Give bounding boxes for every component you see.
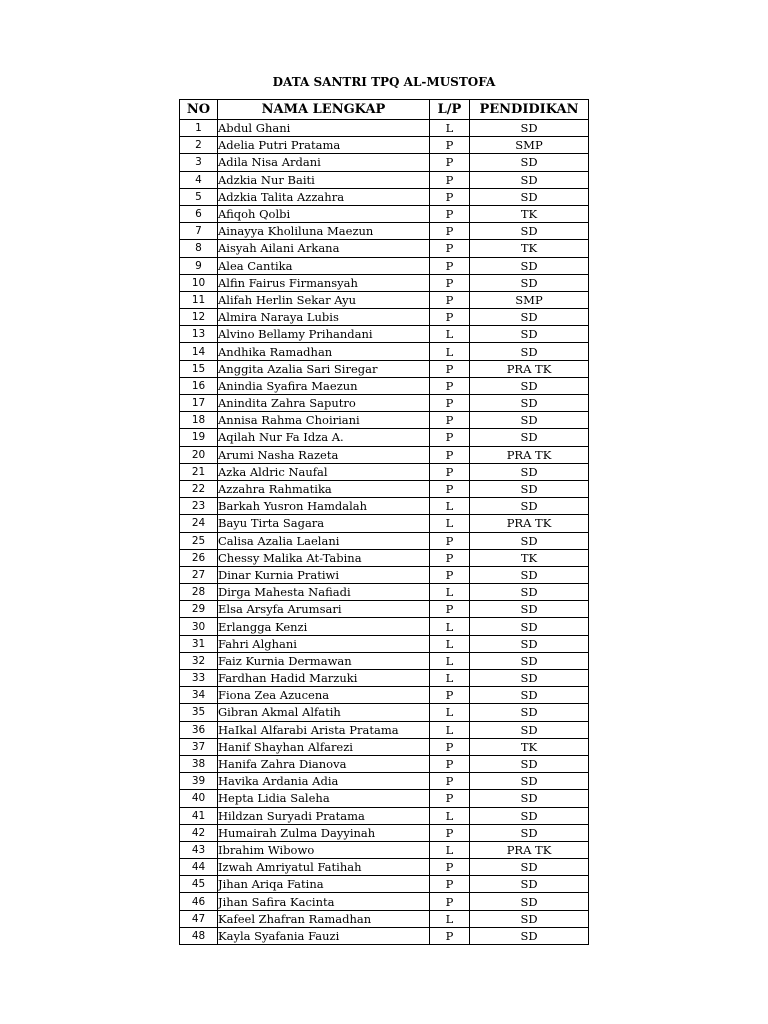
- student-name: Barkah Yusron Hamdalah: [218, 498, 430, 515]
- table-row: [180, 893, 589, 910]
- row-number: 20: [180, 446, 218, 463]
- student-name: Hildzan Suryadi Pratama: [218, 807, 430, 824]
- row-number: 30: [180, 618, 218, 635]
- row-number: 31: [180, 635, 218, 652]
- page-title: DATA SANTRI TPQ AL-MUSTOFA: [272, 75, 496, 89]
- gender-cell: P: [430, 859, 470, 876]
- gender-cell: P: [430, 291, 470, 308]
- education-cell: SD: [470, 807, 589, 824]
- table-row: [180, 635, 589, 652]
- row-number: 18: [180, 412, 218, 429]
- gender-cell: P: [430, 687, 470, 704]
- row-number: 15: [180, 360, 218, 377]
- gender-cell: P: [430, 824, 470, 841]
- row-number: 10: [180, 274, 218, 291]
- row-number: 44: [180, 859, 218, 876]
- education-cell: SD: [470, 309, 589, 326]
- education-cell: SD: [470, 755, 589, 772]
- student-name: Hanifa Zahra Dianova: [218, 755, 430, 772]
- row-number: 26: [180, 549, 218, 566]
- education-cell: SD: [470, 635, 589, 652]
- row-number: 35: [180, 704, 218, 721]
- gender-cell: P: [430, 566, 470, 583]
- table-row: [180, 395, 589, 412]
- education-cell: SD: [470, 790, 589, 807]
- gender-cell: L: [430, 618, 470, 635]
- row-number: 32: [180, 652, 218, 669]
- row-number: 40: [180, 790, 218, 807]
- education-cell: SD: [470, 670, 589, 687]
- education-cell: SMP: [470, 137, 589, 154]
- education-cell: SD: [470, 824, 589, 841]
- gender-cell: L: [430, 584, 470, 601]
- row-number: 46: [180, 893, 218, 910]
- gender-cell: L: [430, 343, 470, 360]
- gender-cell: P: [430, 360, 470, 377]
- student-name: Hepta Lidia Saleha: [218, 790, 430, 807]
- gender-cell: L: [430, 910, 470, 927]
- row-number: 48: [180, 927, 218, 944]
- table-row: [180, 704, 589, 721]
- education-cell: SD: [470, 773, 589, 790]
- table-row: [180, 137, 589, 154]
- student-name: Faiz Kurnia Dermawan: [218, 652, 430, 669]
- education-cell: SD: [470, 601, 589, 618]
- education-cell: PRA TK: [470, 515, 589, 532]
- student-name: Fahri Alghani: [218, 635, 430, 652]
- student-name: Aisyah Ailani Arkana: [218, 240, 430, 257]
- student-name: Alvino Bellamy Prihandani: [218, 326, 430, 343]
- gender-cell: P: [430, 429, 470, 446]
- gender-cell: L: [430, 635, 470, 652]
- gender-cell: P: [430, 171, 470, 188]
- row-number: 43: [180, 841, 218, 858]
- row-number: 39: [180, 773, 218, 790]
- gender-cell: L: [430, 498, 470, 515]
- gender-cell: P: [430, 309, 470, 326]
- table-row: [180, 463, 589, 480]
- table-row: [180, 859, 589, 876]
- education-cell: TK: [470, 205, 589, 222]
- student-name: Bayu Tirta Sagara: [218, 515, 430, 532]
- gender-cell: P: [430, 549, 470, 566]
- table-row: [180, 584, 589, 601]
- student-name: Azzahra Rahmatika: [218, 480, 430, 497]
- row-number: 4: [180, 171, 218, 188]
- student-name: Havika Ardania Adia: [218, 773, 430, 790]
- gender-cell: P: [430, 395, 470, 412]
- table-row: [180, 309, 589, 326]
- education-cell: SD: [470, 893, 589, 910]
- row-number: 34: [180, 687, 218, 704]
- table-row: [180, 188, 589, 205]
- gender-cell: P: [430, 223, 470, 240]
- education-cell: PRA TK: [470, 446, 589, 463]
- row-number: 38: [180, 755, 218, 772]
- table-body: [180, 120, 589, 945]
- education-cell: TK: [470, 240, 589, 257]
- table-row: [180, 773, 589, 790]
- table-row: [180, 120, 589, 137]
- table-row: [180, 326, 589, 343]
- student-name: Kayla Syafania Fauzi: [218, 927, 430, 944]
- table-row: [180, 566, 589, 583]
- row-number: 11: [180, 291, 218, 308]
- table-row: [180, 532, 589, 549]
- student-name: Adila Nisa Ardani: [218, 154, 430, 171]
- table-row: [180, 601, 589, 618]
- table-row: [180, 257, 589, 274]
- student-name: Hanif Shayhan Alfarezi: [218, 738, 430, 755]
- student-name: Elsa Arsyfa Arumsari: [218, 601, 430, 618]
- table-row: [180, 910, 589, 927]
- education-cell: SD: [470, 326, 589, 343]
- table-row: [180, 205, 589, 222]
- row-number: 1: [180, 120, 218, 137]
- student-name: Alfin Fairus Firmansyah: [218, 274, 430, 291]
- table-row: [180, 652, 589, 669]
- header-education: PENDIDIKAN: [470, 100, 589, 120]
- education-cell: SD: [470, 532, 589, 549]
- table-row: [180, 841, 589, 858]
- education-cell: SD: [470, 687, 589, 704]
- gender-cell: P: [430, 205, 470, 222]
- gender-cell: P: [430, 412, 470, 429]
- education-cell: SD: [470, 652, 589, 669]
- table-row: [180, 171, 589, 188]
- student-name: Gibran Akmal Alfatih: [218, 704, 430, 721]
- row-number: 21: [180, 463, 218, 480]
- student-name: Adzkia Nur Baiti: [218, 171, 430, 188]
- row-number: 36: [180, 721, 218, 738]
- gender-cell: L: [430, 120, 470, 137]
- row-number: 22: [180, 480, 218, 497]
- education-cell: PRA TK: [470, 360, 589, 377]
- education-cell: SD: [470, 377, 589, 394]
- table-row: [180, 154, 589, 171]
- gender-cell: P: [430, 154, 470, 171]
- gender-cell: P: [430, 446, 470, 463]
- table-header-row: [180, 100, 589, 120]
- gender-cell: L: [430, 670, 470, 687]
- table-row: [180, 927, 589, 944]
- education-cell: SD: [470, 480, 589, 497]
- student-name: Humairah Zulma Dayyinah: [218, 824, 430, 841]
- table-row: [180, 498, 589, 515]
- gender-cell: P: [430, 773, 470, 790]
- gender-cell: L: [430, 515, 470, 532]
- row-number: 9: [180, 257, 218, 274]
- education-cell: SD: [470, 584, 589, 601]
- row-number: 13: [180, 326, 218, 343]
- student-name: Anindia Syafira Maezun: [218, 377, 430, 394]
- education-cell: SD: [470, 343, 589, 360]
- education-cell: TK: [470, 549, 589, 566]
- gender-cell: L: [430, 807, 470, 824]
- gender-cell: P: [430, 240, 470, 257]
- row-number: 3: [180, 154, 218, 171]
- gender-cell: P: [430, 738, 470, 755]
- gender-cell: P: [430, 790, 470, 807]
- table-row: [180, 429, 589, 446]
- education-cell: SD: [470, 274, 589, 291]
- table-row: [180, 240, 589, 257]
- gender-cell: P: [430, 755, 470, 772]
- gender-cell: P: [430, 876, 470, 893]
- row-number: 2: [180, 137, 218, 154]
- table-row: [180, 291, 589, 308]
- student-name: Anindita Zahra Saputro: [218, 395, 430, 412]
- table-row: [180, 738, 589, 755]
- row-number: 25: [180, 532, 218, 549]
- gender-cell: P: [430, 532, 470, 549]
- table-row: [180, 223, 589, 240]
- table-row: [180, 824, 589, 841]
- student-name: Alifah Herlin Sekar Ayu: [218, 291, 430, 308]
- table-row: [180, 755, 589, 772]
- education-cell: SD: [470, 721, 589, 738]
- row-number: 28: [180, 584, 218, 601]
- table-row: [180, 807, 589, 824]
- gender-cell: P: [430, 893, 470, 910]
- student-name: Annisa Rahma Choiriani: [218, 412, 430, 429]
- table-row: [180, 618, 589, 635]
- table-row: [180, 480, 589, 497]
- education-cell: SD: [470, 927, 589, 944]
- education-cell: SD: [470, 910, 589, 927]
- student-name: Azka Aldric Naufal: [218, 463, 430, 480]
- table-row: [180, 790, 589, 807]
- education-cell: SMP: [470, 291, 589, 308]
- row-number: 12: [180, 309, 218, 326]
- gender-cell: P: [430, 377, 470, 394]
- student-table: [179, 99, 589, 945]
- education-cell: SD: [470, 429, 589, 446]
- education-cell: SD: [470, 154, 589, 171]
- row-number: 41: [180, 807, 218, 824]
- gender-cell: P: [430, 188, 470, 205]
- education-cell: TK: [470, 738, 589, 755]
- row-number: 6: [180, 205, 218, 222]
- row-number: 17: [180, 395, 218, 412]
- row-number: 42: [180, 824, 218, 841]
- header-no: NO: [180, 100, 218, 120]
- education-cell: SD: [470, 412, 589, 429]
- gender-cell: P: [430, 927, 470, 944]
- table-row: [180, 721, 589, 738]
- education-cell: SD: [470, 618, 589, 635]
- education-cell: SD: [470, 257, 589, 274]
- education-cell: SD: [470, 498, 589, 515]
- table-row: [180, 446, 589, 463]
- student-name: Fardhan Hadid Marzuki: [218, 670, 430, 687]
- row-number: 24: [180, 515, 218, 532]
- table-row: [180, 412, 589, 429]
- education-cell: SD: [470, 704, 589, 721]
- student-name: Ibrahim Wibowo: [218, 841, 430, 858]
- education-cell: SD: [470, 395, 589, 412]
- gender-cell: L: [430, 704, 470, 721]
- gender-cell: L: [430, 652, 470, 669]
- gender-cell: P: [430, 274, 470, 291]
- student-name: Alea Cantika: [218, 257, 430, 274]
- gender-cell: L: [430, 326, 470, 343]
- gender-cell: P: [430, 257, 470, 274]
- student-name: Dirga Mahesta Nafiadi: [218, 584, 430, 601]
- row-number: 14: [180, 343, 218, 360]
- student-name: Dinar Kurnia Pratiwi: [218, 566, 430, 583]
- table-row: [180, 670, 589, 687]
- row-number: 45: [180, 876, 218, 893]
- student-name: Izwah Amriyatul Fatihah: [218, 859, 430, 876]
- student-name: Kafeel Zhafran Ramadhan: [218, 910, 430, 927]
- student-name: Aqilah Nur Fa Idza A.: [218, 429, 430, 446]
- student-name: Arumi Nasha Razeta: [218, 446, 430, 463]
- student-name: Anggita Azalia Sari Siregar: [218, 360, 430, 377]
- student-name: Adelia Putri Pratama: [218, 137, 430, 154]
- education-cell: SD: [470, 566, 589, 583]
- education-cell: SD: [470, 859, 589, 876]
- header-name: NAMA LENGKAP: [218, 100, 430, 120]
- student-name: Ainayya Kholiluna Maezun: [218, 223, 430, 240]
- gender-cell: L: [430, 721, 470, 738]
- row-number: 16: [180, 377, 218, 394]
- education-cell: SD: [470, 188, 589, 205]
- row-number: 47: [180, 910, 218, 927]
- row-number: 5: [180, 188, 218, 205]
- student-name: Calisa Azalia Laelani: [218, 532, 430, 549]
- row-number: 23: [180, 498, 218, 515]
- row-number: 19: [180, 429, 218, 446]
- row-number: 33: [180, 670, 218, 687]
- student-name: Andhika Ramadhan: [218, 343, 430, 360]
- table-row: [180, 687, 589, 704]
- table-row: [180, 549, 589, 566]
- student-name: Chessy Malika At-Tabina: [218, 549, 430, 566]
- student-name: Jihan Ariqa Fatina: [218, 876, 430, 893]
- table-row: [180, 515, 589, 532]
- education-cell: SD: [470, 463, 589, 480]
- student-name: Fiona Zea Azucena: [218, 687, 430, 704]
- table-row: [180, 343, 589, 360]
- student-name: Abdul Ghani: [218, 120, 430, 137]
- student-name: HaIkal Alfarabi Arista Pratama: [218, 721, 430, 738]
- education-cell: PRA TK: [470, 841, 589, 858]
- student-name: Afiqoh Qolbi: [218, 205, 430, 222]
- gender-cell: P: [430, 463, 470, 480]
- student-name: Adzkia Talita Azzahra: [218, 188, 430, 205]
- table-row: [180, 377, 589, 394]
- gender-cell: P: [430, 601, 470, 618]
- table-row: [180, 876, 589, 893]
- row-number: 27: [180, 566, 218, 583]
- gender-cell: L: [430, 841, 470, 858]
- gender-cell: P: [430, 480, 470, 497]
- education-cell: SD: [470, 876, 589, 893]
- row-number: 8: [180, 240, 218, 257]
- education-cell: SD: [470, 223, 589, 240]
- education-cell: SD: [470, 120, 589, 137]
- table-row: [180, 360, 589, 377]
- student-name: Almira Naraya Lubis: [218, 309, 430, 326]
- row-number: 37: [180, 738, 218, 755]
- row-number: 7: [180, 223, 218, 240]
- row-number: 29: [180, 601, 218, 618]
- student-name: Jihan Safira Kacinta: [218, 893, 430, 910]
- education-cell: SD: [470, 171, 589, 188]
- table-row: [180, 274, 589, 291]
- header-gender: L/P: [430, 100, 470, 120]
- gender-cell: P: [430, 137, 470, 154]
- student-name: Erlangga Kenzi: [218, 618, 430, 635]
